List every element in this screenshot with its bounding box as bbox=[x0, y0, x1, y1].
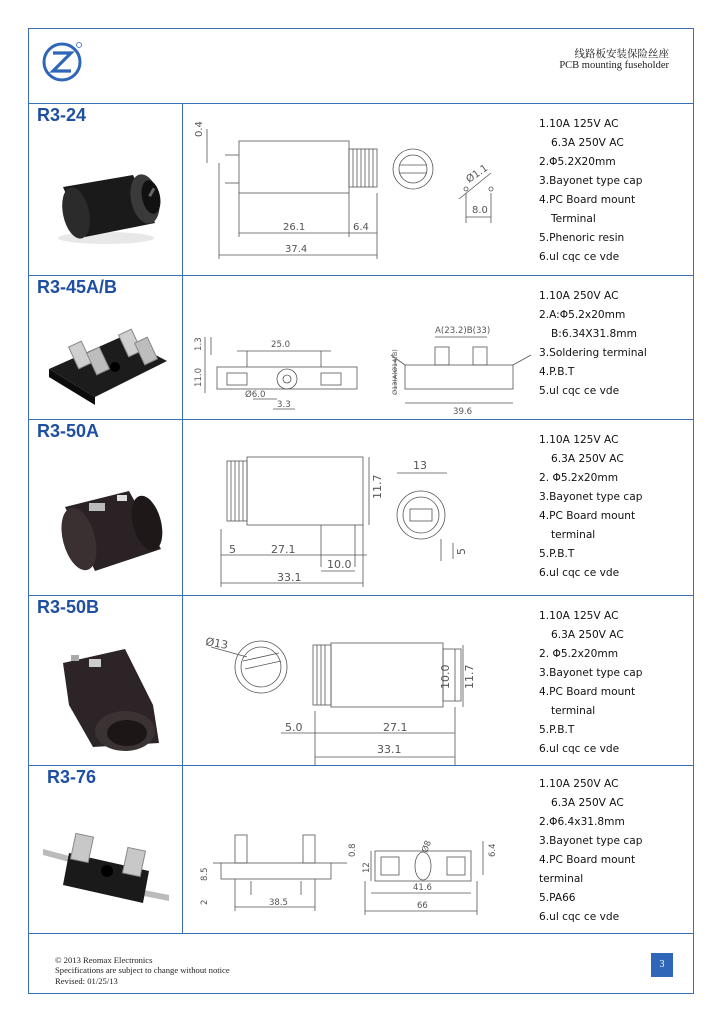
dim-8-0: 8.0 bbox=[472, 205, 488, 216]
dim-33-1: 33.1 bbox=[277, 571, 302, 584]
product-row-r3-50b bbox=[29, 595, 693, 766]
dim-5-0: 5.0 bbox=[285, 721, 303, 734]
product-photo bbox=[43, 805, 169, 915]
dim-37-4: 37.4 bbox=[285, 244, 308, 255]
dim-38-5: 38.5 bbox=[269, 898, 288, 908]
dim-12: 12 bbox=[362, 862, 372, 873]
model-label: R3-50A bbox=[37, 421, 100, 441]
spec-line: 6.3A 250V AC bbox=[551, 797, 624, 809]
footer-text bbox=[55, 955, 230, 986]
header-title-chinese: 线路板安装保险丝座 bbox=[574, 48, 669, 60]
header-title-english: PCB mounting fuseholder bbox=[559, 60, 669, 71]
model-label: R3-76 bbox=[47, 767, 97, 787]
dim-0-4: 0.4 bbox=[194, 121, 205, 137]
spec-line: 6.ul cqc ce vde bbox=[539, 911, 620, 923]
spec-line: terminal bbox=[539, 873, 584, 885]
dim-6-4: 6.4 bbox=[488, 843, 498, 857]
model-label: R3-24 bbox=[37, 105, 87, 125]
product-photo bbox=[43, 153, 169, 253]
dim-3-3: 3.3 bbox=[277, 400, 291, 410]
spec-list bbox=[539, 607, 689, 759]
dim-diameter-1-1: Ø1.1 bbox=[464, 162, 491, 186]
page-footer bbox=[29, 933, 693, 993]
spec-line: 6.3A 250V AC bbox=[551, 137, 624, 149]
product-photo-cell bbox=[29, 103, 183, 275]
revised-date: Revised: 01/25/13 bbox=[55, 975, 118, 986]
dim-26-1: 26.1 bbox=[283, 222, 306, 233]
spec-line: B:6.34X31.8mm bbox=[551, 328, 637, 340]
dim-27-1: 27.1 bbox=[271, 543, 296, 556]
dim-33-1: 33.1 bbox=[377, 743, 402, 756]
dim-2: 2 bbox=[200, 899, 210, 905]
dim-13: 13 bbox=[413, 459, 427, 472]
product-photo bbox=[43, 471, 169, 581]
product-photo bbox=[43, 309, 169, 409]
technical-drawing bbox=[191, 103, 531, 275]
spec-line: 2.Φ5.2X20mm bbox=[539, 156, 616, 168]
spec-line: 6.ul cqc ce vde bbox=[539, 743, 620, 755]
dim-11-7: 11.7 bbox=[371, 474, 384, 499]
spec-line: 1.10A 125V AC bbox=[539, 118, 619, 130]
dim-diameter-8: Ø8 bbox=[420, 839, 434, 855]
spec-line: 1.10A 125V AC bbox=[539, 434, 619, 446]
dim-10-0: 10.0 bbox=[327, 558, 352, 571]
spec-line: 3.Soldering terminal bbox=[539, 347, 647, 359]
copyright: © 2013 Reomax Electronics bbox=[55, 955, 153, 965]
notice: Specifications are subject to change without notice bbox=[55, 965, 230, 976]
spec-line: Terminal bbox=[551, 213, 596, 225]
spec-line: 3.Bayonet type cap bbox=[539, 175, 643, 187]
product-row-r3-45ab bbox=[29, 275, 693, 420]
dim-10-0: 10.0 bbox=[439, 664, 452, 689]
dim-25-0: 25.0 bbox=[271, 340, 291, 350]
dim-a-b-width: A(23.2)B(33) bbox=[435, 326, 491, 336]
page-number: 3 bbox=[651, 953, 673, 977]
spec-line: 6.ul cqc ce vde bbox=[539, 251, 620, 263]
dim-11-0: 11.0 bbox=[194, 367, 204, 387]
technical-drawing bbox=[191, 275, 531, 419]
spec-line: 3.Bayonet type cap bbox=[539, 835, 643, 847]
product-photo bbox=[43, 635, 169, 755]
spec-line: 4.PC Board mount bbox=[539, 686, 636, 698]
spec-line: 6.3A 250V AC bbox=[551, 453, 624, 465]
spec-line: 1.10A 250V AC bbox=[539, 778, 619, 790]
dim-5-side: 5 bbox=[455, 548, 468, 555]
dim-diameter-13: Ø13 bbox=[204, 635, 230, 652]
dim-39-6: 39.6 bbox=[453, 407, 473, 417]
dim-5: 5 bbox=[229, 543, 236, 556]
spec-line: 3.Bayonet type cap bbox=[539, 491, 643, 503]
dim-11-7: 11.7 bbox=[463, 664, 476, 689]
product-photo-cell bbox=[29, 419, 183, 595]
dim-diameter-a-b: Ø13(A)Ø14(B) bbox=[391, 349, 399, 395]
spec-line: 1.10A 250V AC bbox=[539, 290, 619, 302]
spec-line: 5.Phenoric resin bbox=[539, 232, 625, 244]
spec-line: 4.PC Board mount bbox=[539, 854, 636, 866]
spec-line: 5.P.B.T bbox=[539, 548, 575, 560]
technical-drawing bbox=[191, 419, 531, 595]
product-row-r3-76 bbox=[29, 765, 693, 934]
spec-line: 2. Φ5.2x20mm bbox=[539, 648, 619, 660]
page-header bbox=[29, 29, 693, 104]
spec-line: 4.P.B.T bbox=[539, 366, 575, 378]
spec-line: 1.10A 125V AC bbox=[539, 610, 619, 622]
product-row-r3-50a bbox=[29, 419, 693, 596]
technical-drawing bbox=[191, 595, 531, 765]
product-photo-cell bbox=[29, 595, 183, 765]
spec-line: 5.PA66 bbox=[539, 892, 576, 904]
spec-line: 5.ul cqc ce vde bbox=[539, 385, 620, 397]
spec-line: 4.PC Board mount bbox=[539, 510, 636, 522]
spec-list bbox=[539, 775, 689, 927]
dim-66: 66 bbox=[417, 901, 428, 911]
spec-line: 4.PC Board mount bbox=[539, 194, 636, 206]
spec-line: 2.A:Φ5.2x20mm bbox=[539, 309, 626, 321]
dim-8-5: 8.5 bbox=[200, 867, 210, 881]
spec-list bbox=[539, 287, 689, 401]
spec-line: 3.Bayonet type cap bbox=[539, 667, 643, 679]
spec-line: terminal bbox=[551, 705, 596, 717]
dim-27-1: 27.1 bbox=[383, 721, 408, 734]
model-label: R3-45A/B bbox=[37, 277, 118, 297]
dim-6-4: 6.4 bbox=[353, 222, 369, 233]
spec-line: terminal bbox=[551, 529, 596, 541]
company-logo bbox=[41, 39, 85, 83]
model-label: R3-50B bbox=[37, 597, 100, 617]
technical-drawing bbox=[191, 765, 531, 933]
spec-line: 2.Φ6.4x31.8mm bbox=[539, 816, 625, 828]
dim-41-6: 41.6 bbox=[413, 883, 432, 893]
spec-list bbox=[539, 431, 689, 583]
spec-line: 5.P.B.T bbox=[539, 724, 575, 736]
spec-line: 6.ul cqc ce vde bbox=[539, 567, 620, 579]
product-row-r3-24 bbox=[29, 103, 693, 276]
product-photo-cell bbox=[29, 275, 183, 419]
spec-list bbox=[539, 115, 689, 267]
product-photo-cell bbox=[29, 765, 183, 933]
spec-line: 6.3A 250V AC bbox=[551, 629, 624, 641]
dim-0-8: 0.8 bbox=[348, 843, 358, 857]
page-frame bbox=[28, 28, 694, 994]
dim-diameter-6-0: Ø6.0 bbox=[245, 390, 266, 400]
spec-line: 2. Φ5.2x20mm bbox=[539, 472, 619, 484]
dim-1-3: 1.3 bbox=[194, 337, 204, 351]
